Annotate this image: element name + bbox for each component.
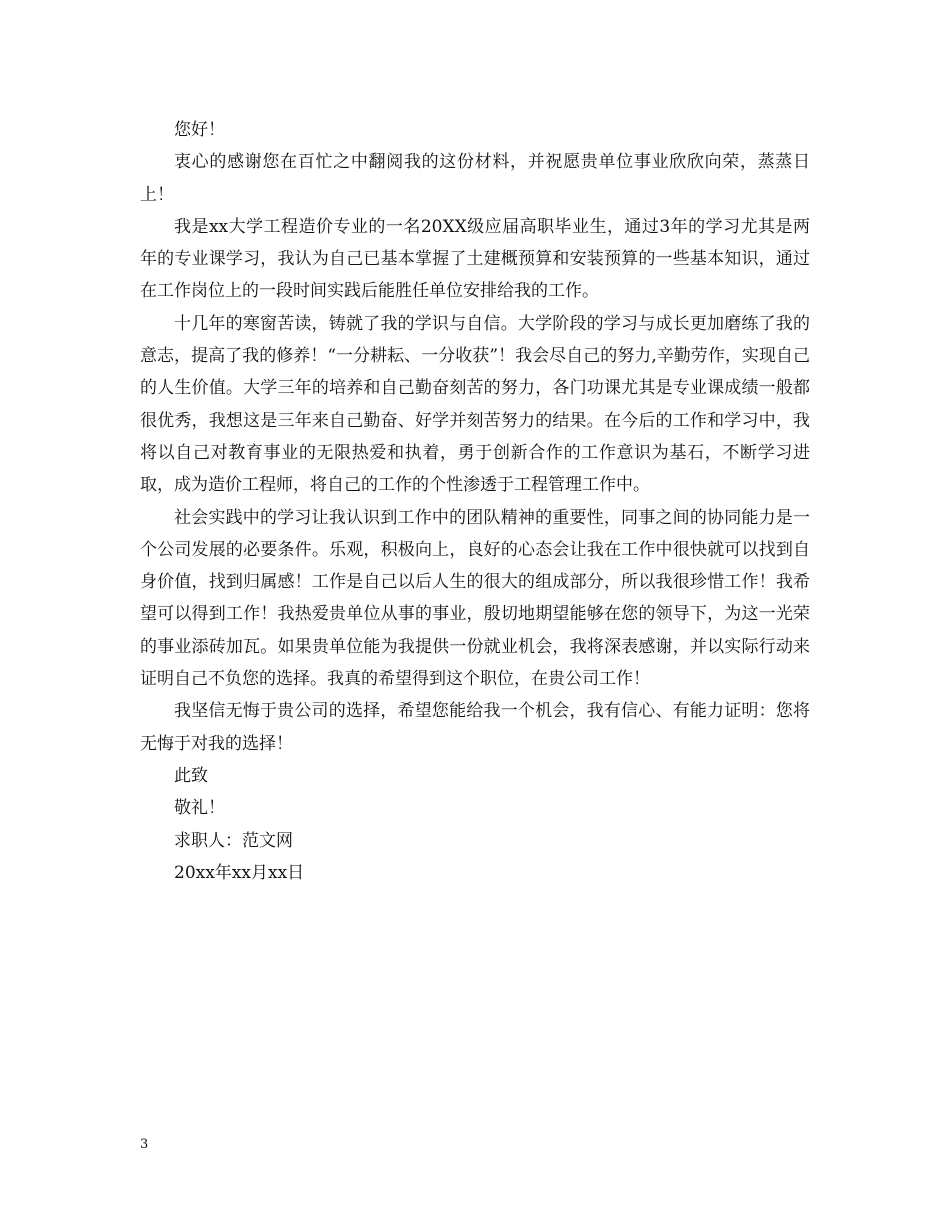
greeting: 您好！ [174, 120, 225, 140]
paragraph-social-practice: 社会实践中的学习让我认识到工作中的团队精神的重要性，同事之间的协同能力是一个公司发展的必要条件。乐观，积极向上，良好的心态会让我在工作中很快就可以找到自身价值，找到归属感！工作是自己以后人生的很大的组成部分，所以我很珍惜工作！我希望可以得到工作！我热爱贵单位从事的事业，殷切地期望能够在您的领导下，为这一光荣的事业添砖加瓦。如果贵单位能为我提供一份就业机会，我将深表感谢，并以实际行动来证明自己不负您的选择。我真的希望得到这个职位，在贵公司工作！ [140, 507, 810, 690]
paragraph-thanks: 衷心的感谢您在百忙之中翻阅我的这份材料，并祝愿贵单位事业欣欣向荣，蒸蒸日上！ [140, 152, 810, 205]
paragraph-study-experience: 十几年的寒窗苦读，铸就了我的学识与自信。大学阶段的学习与成长更加磨练了我的意志，提高了我的修养！“一分耕耘、一分收获”！我会尽自己的努力,辛勤劳作，实现自己的人生价值。大学三年的培养和自己勤奋刻苦的努力，各门功课尤其是专业课成绩一般都很优秀，我想这是三年来自己勤奋、好学并刻苦努力的结果。在今后的工作和学习中，我将以自己对教育事业的无限热爱和执着，勇于创新合作的工作意识为基石，不断学习进取，成为造价工程师，将自己的工作的个性渗透于工程管理工作中。 [140, 313, 810, 496]
page-number: 3 [140, 1137, 149, 1152]
closing-regards: 敬礼！ [174, 798, 225, 819]
letter-date: 20xx年xx月xx日 [174, 862, 305, 883]
signature: 求职人：范文网 [174, 830, 293, 851]
paragraph-introduction: 我是xx大学工程造价专业的一名20XX级应届高职毕业生，通过3年的学习尤其是两年的专业课学习，我认为自己已基本掌握了土建概预算和安装预算的一些基本知识，通过在工作岗位上的一段时间实践后能胜任单位安排给我的工作。 [140, 216, 810, 302]
letter-body [140, 114, 810, 889]
paragraph-conviction: 我坚信无悔于贵公司的选择，希望您能给我一个机会，我有信心、有能力证明：您将无悔于对我的选择！ [140, 701, 810, 754]
closing-salutation: 此致 [174, 765, 208, 786]
